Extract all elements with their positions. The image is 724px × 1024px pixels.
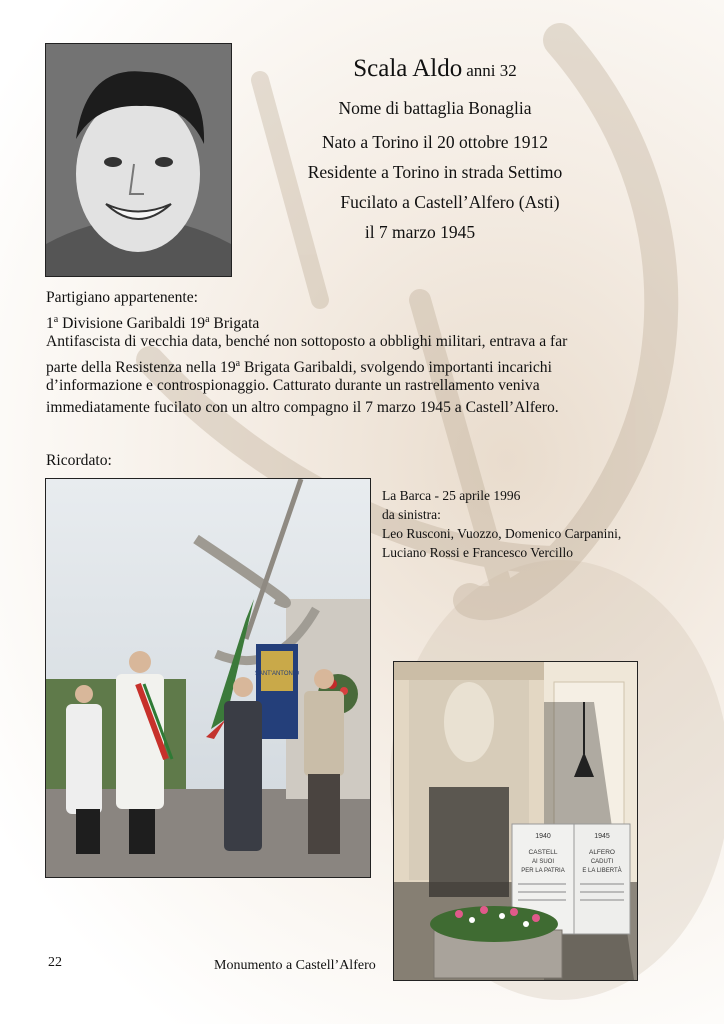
para2-start: parte della Resistenza nella 19 — [46, 359, 236, 377]
battle-name: Nome di battaglia Bonaglia — [338, 98, 532, 118]
body-para-1: Antifascista di vecchia data, benché non sottoposto a obblighi militari, entrava a far — [46, 333, 568, 350]
execution-date: il 7 marzo 1945 — [364, 222, 476, 242]
plaque-left-line-1: CASTELL — [528, 849, 558, 856]
execution-info: Fucilato a Castell’Alfero (Asti) — [340, 192, 560, 212]
plaque-left-line-2: AI SUOI — [531, 859, 555, 865]
plaque-year-right: 1945 — [594, 833, 610, 840]
division-number: 1 — [46, 315, 54, 333]
portrait-image — [46, 44, 231, 276]
person-age: anni 32 — [466, 61, 517, 80]
page-number: 22 — [48, 955, 62, 970]
caption-line-2: da sinistra: — [382, 507, 441, 522]
ordinal-sup-3: a — [235, 358, 241, 369]
caption-line-1: La Barca - 25 aprile 1996 — [382, 488, 521, 503]
person-name: Scala Aldo — [353, 55, 463, 82]
caption-line-4: Luciano Rossi e Francesco Vercillo — [382, 545, 573, 560]
para2-end: Brigata Garibaldi, svolgendo importanti incarichi — [240, 359, 552, 377]
remembered-label: Ricordato: — [46, 452, 112, 469]
plaque-right-line-1: ALFERO — [588, 849, 616, 856]
birth-info: Nato a Torino il 20 ottobre 1912 — [322, 132, 548, 152]
monument-image — [394, 662, 637, 980]
monument-caption: Monumento a Castell’Alfero — [214, 958, 376, 973]
ordinal-sup-2: a — [205, 314, 210, 325]
brigade-text: Brigata — [209, 315, 260, 333]
ceremony-photo — [45, 478, 371, 878]
caption-line-3: Leo Rusconi, Vuozzo, Domenico Carpanini, — [382, 526, 622, 541]
plaque-right-line-2: CADUTI — [590, 859, 614, 865]
residence-info: Residente a Torino in strada Settimo — [307, 162, 563, 182]
portrait-photo — [45, 43, 232, 277]
division-text: Divisione Garibaldi 19 — [58, 315, 206, 333]
plaque-right-line-3: E LA LIBERTÀ — [582, 868, 622, 874]
ordinal-sup-1: a — [53, 314, 59, 325]
ceremony-image — [46, 479, 370, 877]
header-block — [245, 52, 625, 247]
body-para-4: immediatamente fucilato con un altro compagno il 7 marzo 1945 a Castell’Alfero. — [46, 399, 559, 416]
plaque-left-line-3: PER LA PATRIA — [521, 868, 565, 874]
body-line-1: Partigiano appartenente: — [46, 289, 198, 306]
body-para-3: d’informazione e controspionaggio. Catturato durante un rastrellamento veniva — [46, 377, 540, 394]
plaque-year-left: 1940 — [535, 833, 551, 840]
banner-text: SANT'ANTONIO — [254, 671, 300, 677]
monument-photo — [393, 661, 638, 981]
